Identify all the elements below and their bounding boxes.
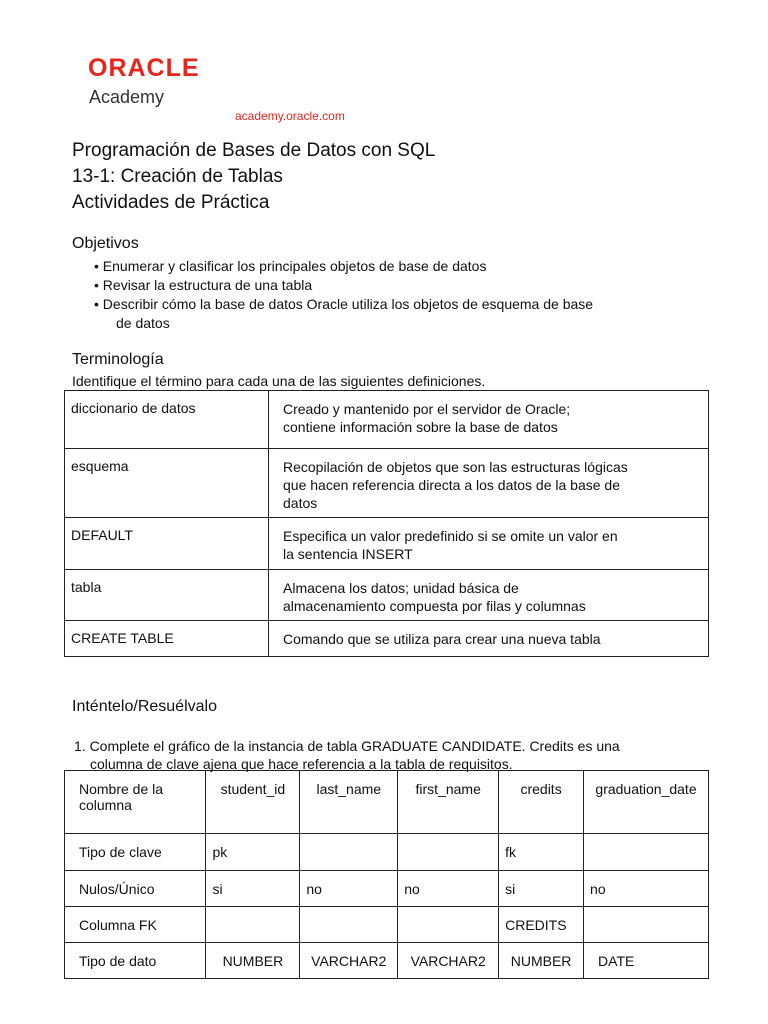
definition-cell: Comando que se utiliza para crear una nueva tabla bbox=[269, 621, 709, 657]
row-label-cell: Nulos/Único bbox=[65, 871, 206, 907]
try-it-heading: Inténtelo/Resuélvalo bbox=[72, 698, 217, 715]
course-title: Programación de Bases de Datos con SQL bbox=[72, 140, 436, 161]
answer-cell bbox=[584, 907, 709, 943]
question-1-continuation: columna de clave ajena que hace referencia a la tabla de requisitos. bbox=[90, 756, 513, 772]
table-row bbox=[65, 871, 709, 907]
definition-cell: Especifica un valor predefinido si se omite un valor en la sentencia INSERT bbox=[269, 518, 709, 570]
objectives-list bbox=[94, 257, 654, 333]
answer-cell: fk bbox=[499, 834, 584, 871]
header-cell: last_name bbox=[300, 771, 398, 834]
terminology-table bbox=[64, 390, 709, 657]
row-label-cell: Tipo de dato bbox=[65, 943, 206, 979]
objectives-heading: Objetivos bbox=[72, 235, 139, 252]
table-header-row bbox=[65, 771, 709, 834]
answer-cell: pk bbox=[206, 834, 300, 871]
table-row bbox=[65, 907, 709, 943]
objective-item-continuation: de datos bbox=[116, 315, 170, 331]
table-row bbox=[65, 621, 709, 657]
answer-cell bbox=[584, 834, 709, 871]
answer-cell: CREDITS bbox=[499, 907, 584, 943]
table-row bbox=[65, 943, 709, 979]
answer-cell: si bbox=[206, 871, 300, 907]
answer-cell: NUMBER bbox=[499, 943, 584, 979]
table-row bbox=[65, 570, 709, 621]
academy-logo-text: Academy bbox=[89, 87, 165, 107]
definition-cell: Creado y mantenido por el servidor de Oracle; contiene información sobre la base de datos bbox=[269, 391, 709, 449]
question-1 bbox=[74, 737, 674, 773]
terminology-heading: Terminología bbox=[72, 351, 164, 368]
answer-cell bbox=[398, 834, 499, 871]
header-cell: graduation_date bbox=[584, 771, 709, 834]
header-cell: Nombre de la columna bbox=[65, 771, 206, 834]
term-cell: esquema bbox=[65, 449, 269, 518]
academy-link[interactable]: academy.oracle.com bbox=[235, 109, 345, 123]
answer-cell bbox=[206, 907, 300, 943]
table-row bbox=[65, 518, 709, 570]
answer-cell: VARCHAR2 bbox=[398, 943, 499, 979]
answer-cell: no bbox=[584, 871, 709, 907]
question-1-line: 1. Complete el gráfico de la instancia de tabla GRADUATE CANDIDATE. Credits es una bbox=[74, 738, 620, 754]
lesson-title: 13-1: Creación de Tablas bbox=[72, 166, 283, 187]
term-cell: CREATE TABLE bbox=[65, 621, 269, 657]
row-label-cell: Columna FK bbox=[65, 907, 206, 943]
term-cell: DEFAULT bbox=[65, 518, 269, 570]
term-cell: tabla bbox=[65, 570, 269, 621]
answer-cell: si bbox=[499, 871, 584, 907]
definition-cell: Recopilación de objetos que son las estructuras lógicas que hacen referencia directa a los datos de la base de datos bbox=[269, 449, 709, 518]
header-cell: credits bbox=[499, 771, 584, 834]
definition-cell: Almacena los datos; unidad básica de almacenamiento compuesta por filas y columnas bbox=[269, 570, 709, 621]
answer-cell bbox=[300, 834, 398, 871]
answer-cell: DATE bbox=[584, 943, 709, 979]
objective-item: • Revisar la estructura de una tabla bbox=[94, 277, 313, 293]
table-row bbox=[65, 391, 709, 449]
activity-title: Actividades de Práctica bbox=[72, 192, 270, 213]
header-cell: student_id bbox=[206, 771, 300, 834]
answer-cell: NUMBER bbox=[206, 943, 300, 979]
objective-item: • Enumerar y clasificar los principales objetos de base de datos bbox=[94, 258, 487, 274]
header-cell: first_name bbox=[398, 771, 499, 834]
graduate-candidate-table bbox=[64, 770, 709, 979]
answer-cell: no bbox=[300, 871, 398, 907]
answer-cell bbox=[398, 907, 499, 943]
answer-cell: VARCHAR2 bbox=[300, 943, 398, 979]
objective-item: • Describir cómo la base de datos Oracle utiliza los objetos de esquema de base bbox=[94, 296, 594, 312]
answer-cell: no bbox=[398, 871, 499, 907]
row-label-cell: Tipo de clave bbox=[65, 834, 206, 871]
oracle-logo: ORACLE bbox=[88, 54, 200, 82]
terminology-intro: Identifique el término para cada una de las siguientes definiciones. bbox=[72, 373, 486, 389]
table-row bbox=[65, 834, 709, 871]
term-cell: diccionario de datos bbox=[65, 391, 269, 449]
answer-cell bbox=[300, 907, 398, 943]
table-row bbox=[65, 449, 709, 518]
